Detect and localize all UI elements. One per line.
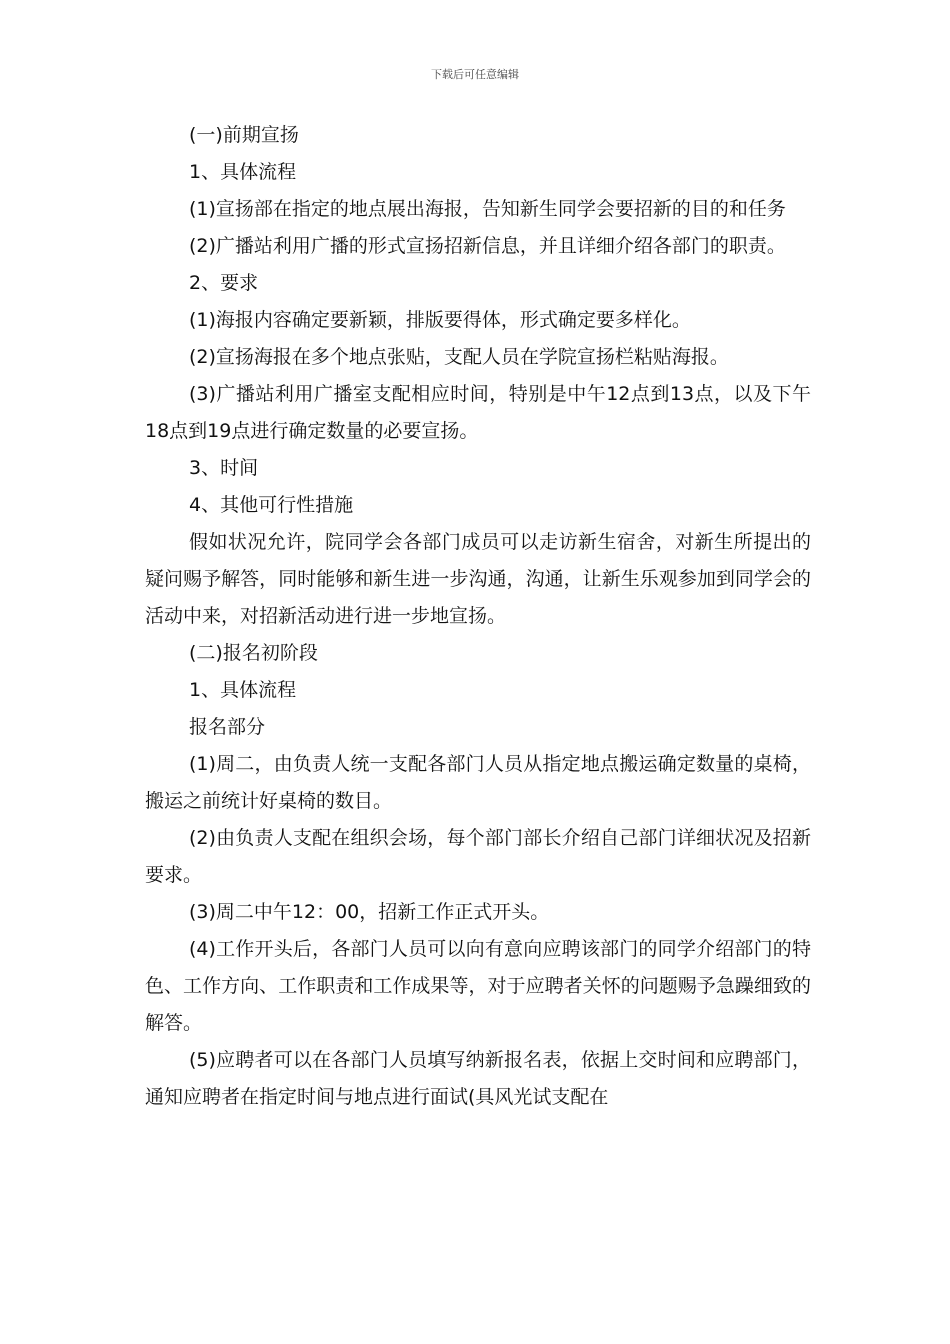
paragraph: (2)由负责人支配在组织会场，每个部门部长介绍自己部门详细状况及招新要求。 [145,827,811,886]
subheading: 报名部分 [189,716,266,738]
page-header: 下载后可任意编辑 [431,68,519,81]
subheading: 2、要求 [189,272,259,294]
paragraph: (4)工作开头后，各部门人员可以向有意向应聘该部门的同学介绍部门的特色、工作方向、工作职责和工作成果等，对于应聘者关怀的问题赐予急躁细致的解答。 [145,938,811,1034]
subheading: 4、其他可行性措施 [189,494,354,516]
paragraph: (1)周二，由负责人统一支配各部门人员从指定地点搬运确定数量的桌椅，搬运之前统计好桌椅的数目。 [145,753,811,812]
paragraph: (2)广播站利用广播的形式宣扬招新信息，并且详细介绍各部门的职责。 [189,235,786,257]
paragraph: (2)宣扬海报在多个地点张贴，支配人员在学院宣扬栏粘贴海报。 [189,346,729,368]
subheading: 1、具体流程 [189,679,297,701]
paragraph: (1)宣扬部在指定的地点展出海报，告知新生同学会要招新的目的和任务 [189,198,786,220]
section-heading: (二)报名初阶段 [189,642,318,664]
paragraph: (1)海报内容确定要新颖，排版要得体，形式确定要多样化。 [189,309,691,331]
paragraph: (3)广播站利用广播室支配相应时间，特别是中午12点到13点，以及下午18点到19点进行确定数量的必要宣扬。 [145,383,811,442]
paragraph: (3)周二中午12：00，招新工作正式开头。 [189,901,550,923]
paragraph: 假如状况允许，院同学会各部门成员可以走访新生宿舍，对新生所提出的疑问赐予解答，同时能够和新生进一步沟通，沟通，让新生乐观参加到同学会的活动中来，对招新活动进行进一步地宣扬。 [145,531,811,627]
subheading: 1、具体流程 [189,161,297,183]
paragraph: (5)应聘者可以在各部门人员填写纳新报名表，依据上交时间和应聘部门，通知应聘者在指定时间与地点进行面试(具风光试支配在 [145,1049,811,1108]
document-body [145,117,811,1116]
section-heading: (一)前期宣扬 [189,124,299,146]
subheading: 3、时间 [189,457,259,479]
